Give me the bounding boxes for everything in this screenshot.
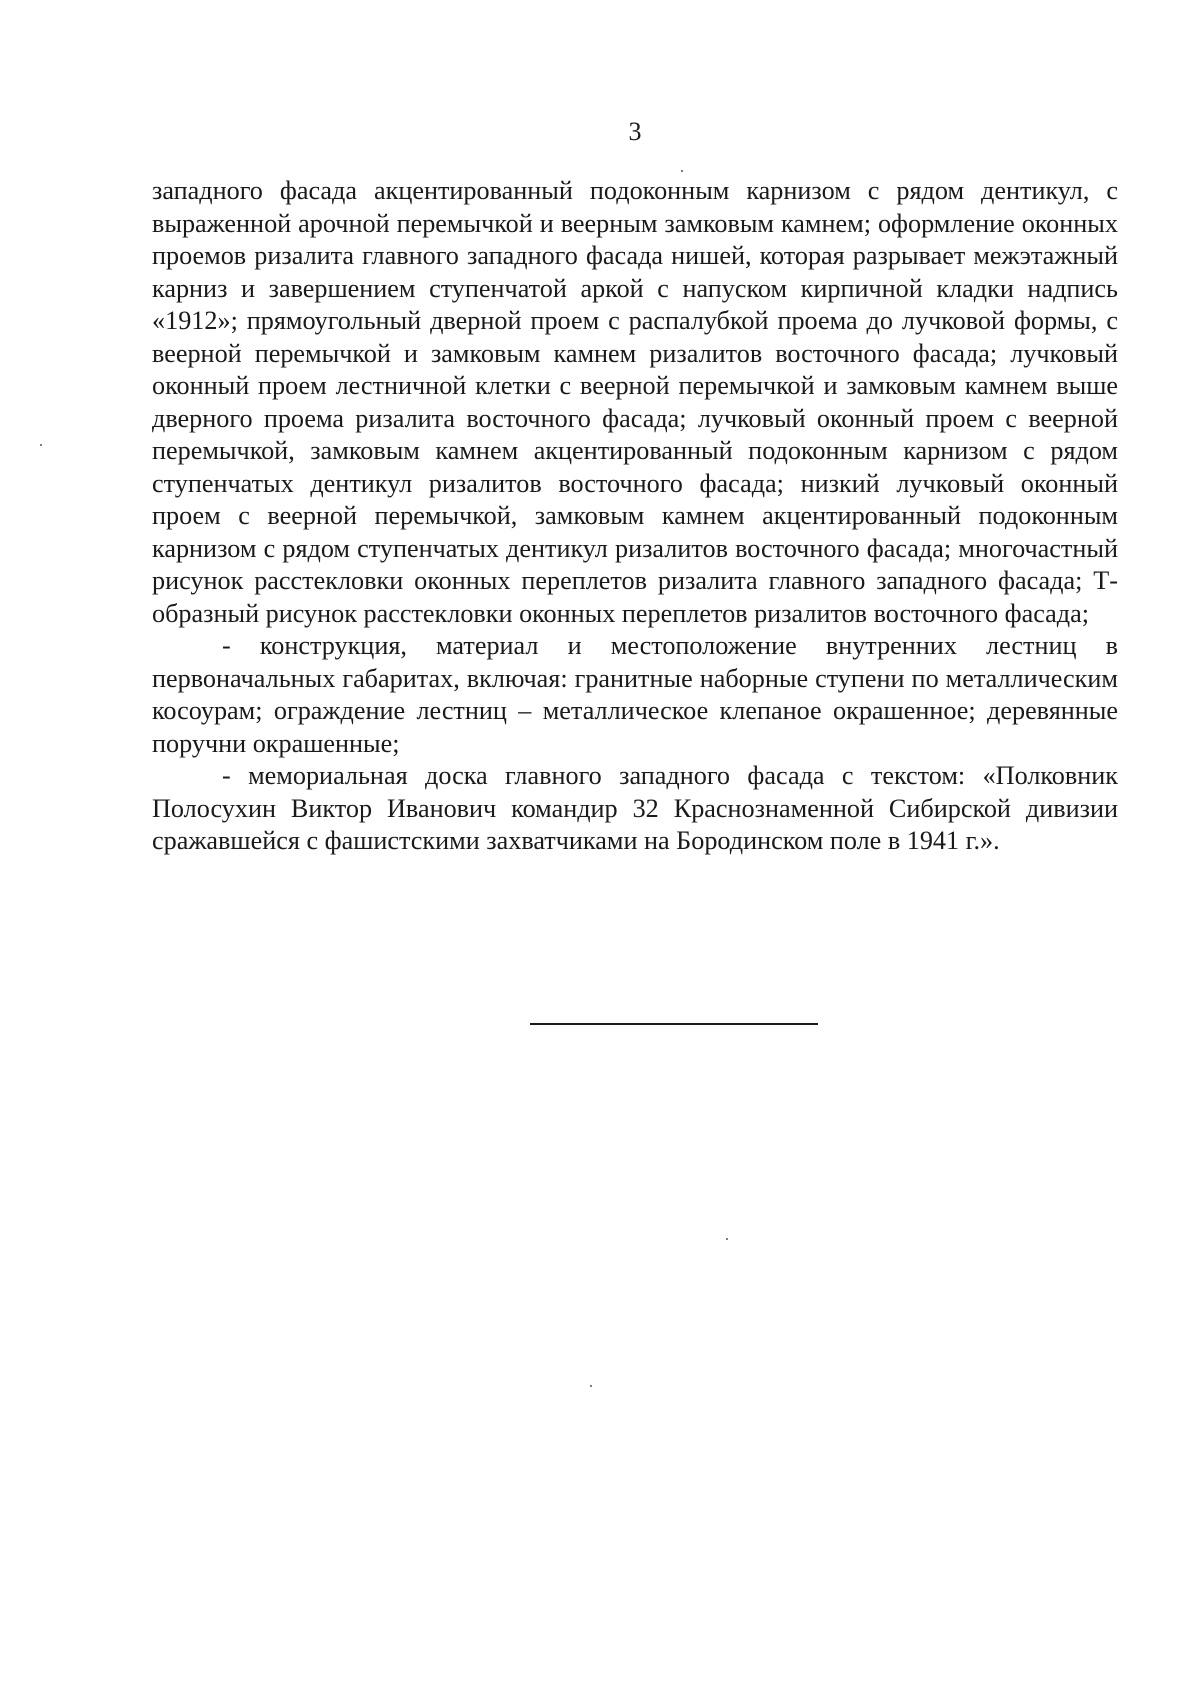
scan-speck — [726, 1238, 728, 1240]
scan-speck — [40, 444, 42, 446]
scan-speck — [681, 170, 683, 172]
paragraph-memorial-plaque: - мемориальная доска главного западного фасада с текстом: «Полковник Полосухин Виктор Иванович командир 32 Краснознаменной Сибирской дивизии сражавшейся с фашистскими захватчиками на Бородинском поле в 1941 г.». — [152, 761, 1118, 855]
closing-divider-line — [530, 1023, 818, 1025]
page-number: 3 — [628, 117, 642, 146]
paragraph-stairs: - конструкция, материал и местоположение внутренних лестниц в первоначальных габаритах, включая: гранитные наборные ступени по металлическим косоурам; ограждение лестниц – металлическое клепаное окрашенное; деревянные поручни окрашенные; — [152, 631, 1118, 758]
scan-speck — [590, 1385, 592, 1387]
paragraph-facade-elements: западного фасада акцентированный подоконным карнизом с рядом дентикул, с выраженной арочной перемычкой и веерным замковым камнем; оформление оконных проемов ризалита главного западного фасада нишей, которая разрывает межэтажный карниз и завершением ступенчатой аркой с напуском кирпичной кладки надпись «1912»; прямоугольный дверной проем с распалубкой проема до лучковой формы, с веерной перемычкой и замковым камнем ризалитов восточного фасада; лучковый оконный проем лестничной клетки с веерной перемычкой и замковым камнем выше дверного проема ризалита восточного фасада; лучковый оконный проем с веерной перемычкой, замковым камнем акцентированный подоконным карнизом с рядом ступенчатых дентикул ризалитов восточного фасада; низкий лучковый оконный проем с веерной перемычкой, замковым камнем акцентированный подоконным карнизом с рядом ступенчатых дентикул ризалитов восточного фасада; многочастный рисунок расстекловки оконных переплетов ризалита главного западного фасада; Т-образный рисунок расстекловки оконных переплетов ризалитов восточного фасада; — [152, 176, 1118, 628]
document-body — [152, 175, 1118, 858]
